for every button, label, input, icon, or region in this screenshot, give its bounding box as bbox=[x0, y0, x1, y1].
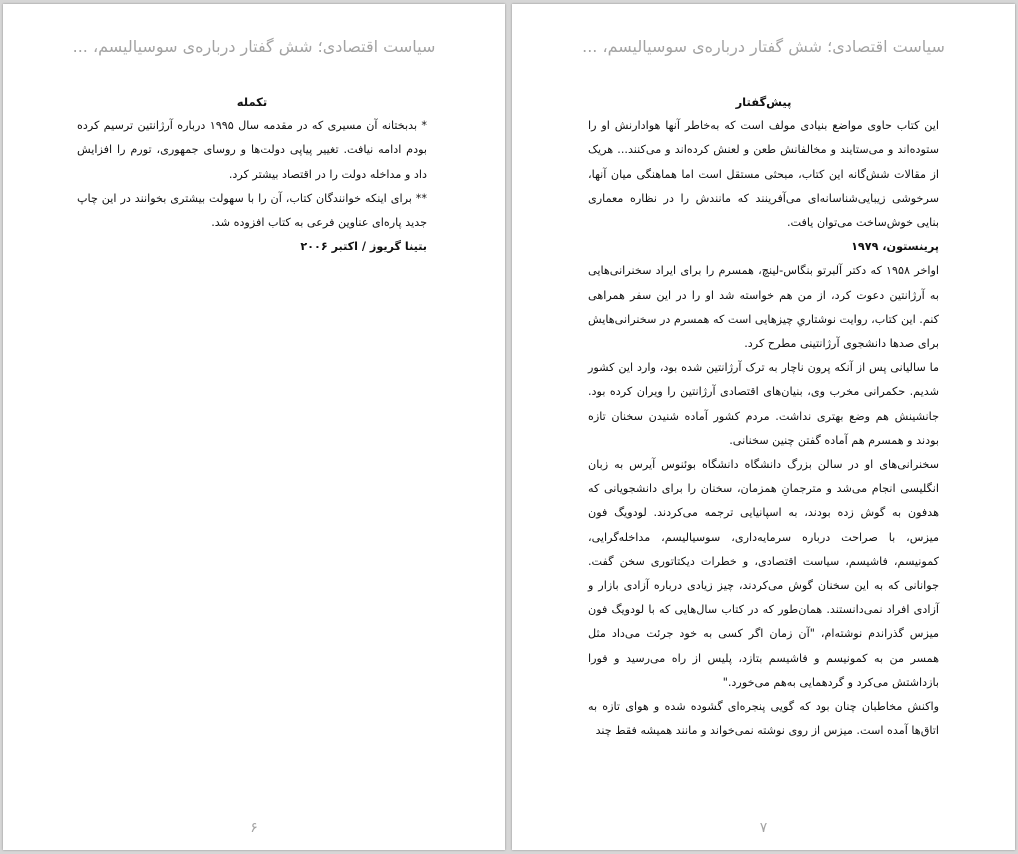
page-number: ۶ bbox=[250, 820, 258, 836]
section-heading-preface: پیش‌گفتار bbox=[735, 95, 792, 109]
paragraph: سخنرانی‌های او در سالن بزرگ دانشگاه دانشگاه بوئنوس آیرس به زبان انگلیسی انجام می‌شد و مترجمانِ همزمان، سخنان را برای دانشجویانی که هدفون به گوش زده بودند، به اسپانیایی ترجمه می‌کردند. لودویگ فون میزس، با صراحت درباره سرمایه‌داری، سوسیالیسم، مداخله‌گرایی، کمونیسم، فاشیسم، سیاست اقتصادی، و خطرات دیکتاتوری سخن گفت. جوانانی که به این سخنان گوش می‌کردند، چیز زیادی درباره آزادی بازار و آزادی افراد نمی‌دانستند. همان‌طور که در کتاب سال‌هایی که با لودویگ فون میزس گذراندم نوشته‌ام، "آن زمان اگر کسی به خود جرئت می‌داد مثل همسر من به کمونیسم و فاشیسم بتازد، پلیس از راه می‌رسید و فورا بازداشتش می‌کرد و گردهمایی به‌هم می‌خورد." bbox=[588, 458, 939, 689]
paragraph: * بدبختانه آن مسیری که در مقدمه سال ۱۹۹۵ درباره آرژانتین ترسیم کرده بودم ادامه نیافت. تغییر پیاپی دولت‌ها و روسای جمهوری، تورم را افزایش داد و مداخله دولت را در اقتصاد بیشتر کرد. bbox=[77, 119, 427, 181]
paragraph: ما سالیانی پس از آنکه پرون ناچار به ترک آرژانتین شده بود، وارد این کشور شدیم. حکمرانی مخرب وی، بنیان‌های اقتصادی آرژانتین را ویران کرده بود. جانشینش هم وضع بهتری نداشت. مردم کشور آماده شنیدن سخنان تازه بودند و همسرم هم آماده گفتن چنین سخنانی. bbox=[588, 361, 939, 447]
paragraph: واکنش مخاطبان چنان بود که گویی پنجره‌ای گشوده شده و هوای تازه به اتاق‌ها آمده است. میزس از روی نوشته نمی‌خواند و مانند همیشه فقط چند bbox=[588, 700, 939, 738]
subheading-place-date: پرینستون، ۱۹۷۹ bbox=[851, 240, 939, 254]
right-page bbox=[512, 4, 1015, 850]
paragraph: ** برای اینکه خوانندگان کتاب، آن را با سهولت بیشتری بخوانند در این چاپ جدید پاره‌ای عناوین فرعی به کتاب افزوده شد. bbox=[77, 191, 427, 230]
running-head: سیاست اقتصادی؛ شش گفتار درباره‌ی سوسیالیسم، ... bbox=[72, 37, 436, 56]
paragraph: اواخر ۱۹۵۸ که دکتر آلبرتو بنگاس-لینچ، همسرم را برای ایراد سخنرانی‌هایی به آرژانتین دعوت کرد، از من هم خواسته شد او را در این سفر همراهی کنم. این کتاب، روایت نوشتاریِ چیزهایی است که همسرم در سخنرانی‌هایش برای صدها دانشجوی آرژانتینی مطرح کرد. bbox=[588, 264, 939, 351]
running-head: سیاست اقتصادی؛ شش گفتار درباره‌ی سوسیالیسم، ... bbox=[582, 37, 945, 56]
signature: بتینا گریوز / اکتبر ۲۰۰۶ bbox=[300, 240, 427, 254]
right-page-body bbox=[588, 90, 939, 743]
page-number: ۷ bbox=[759, 820, 768, 836]
section-heading-addendum: تکمله bbox=[236, 95, 268, 109]
paragraph: این کتاب حاوی مواضع بنیادی مولف است که به‌خاطر آنها هوادارنش او را ستوده‌اند و می‌ستایند و مخالفانش طعن و لعنش کرده‌اند و می‌کنند... هریک از مقالات شش‌گانه این کتاب، مبحثی مستقل است اما هماهنگی میان آنها، سرخوشی زیبایی‌شناسانه‌ای می‌آفرینند که مانندش را در نظاره معماری بنایی خوش‌ساخت می‌توان یافت. bbox=[588, 119, 939, 230]
left-page bbox=[3, 4, 505, 850]
left-page-body bbox=[77, 90, 427, 259]
